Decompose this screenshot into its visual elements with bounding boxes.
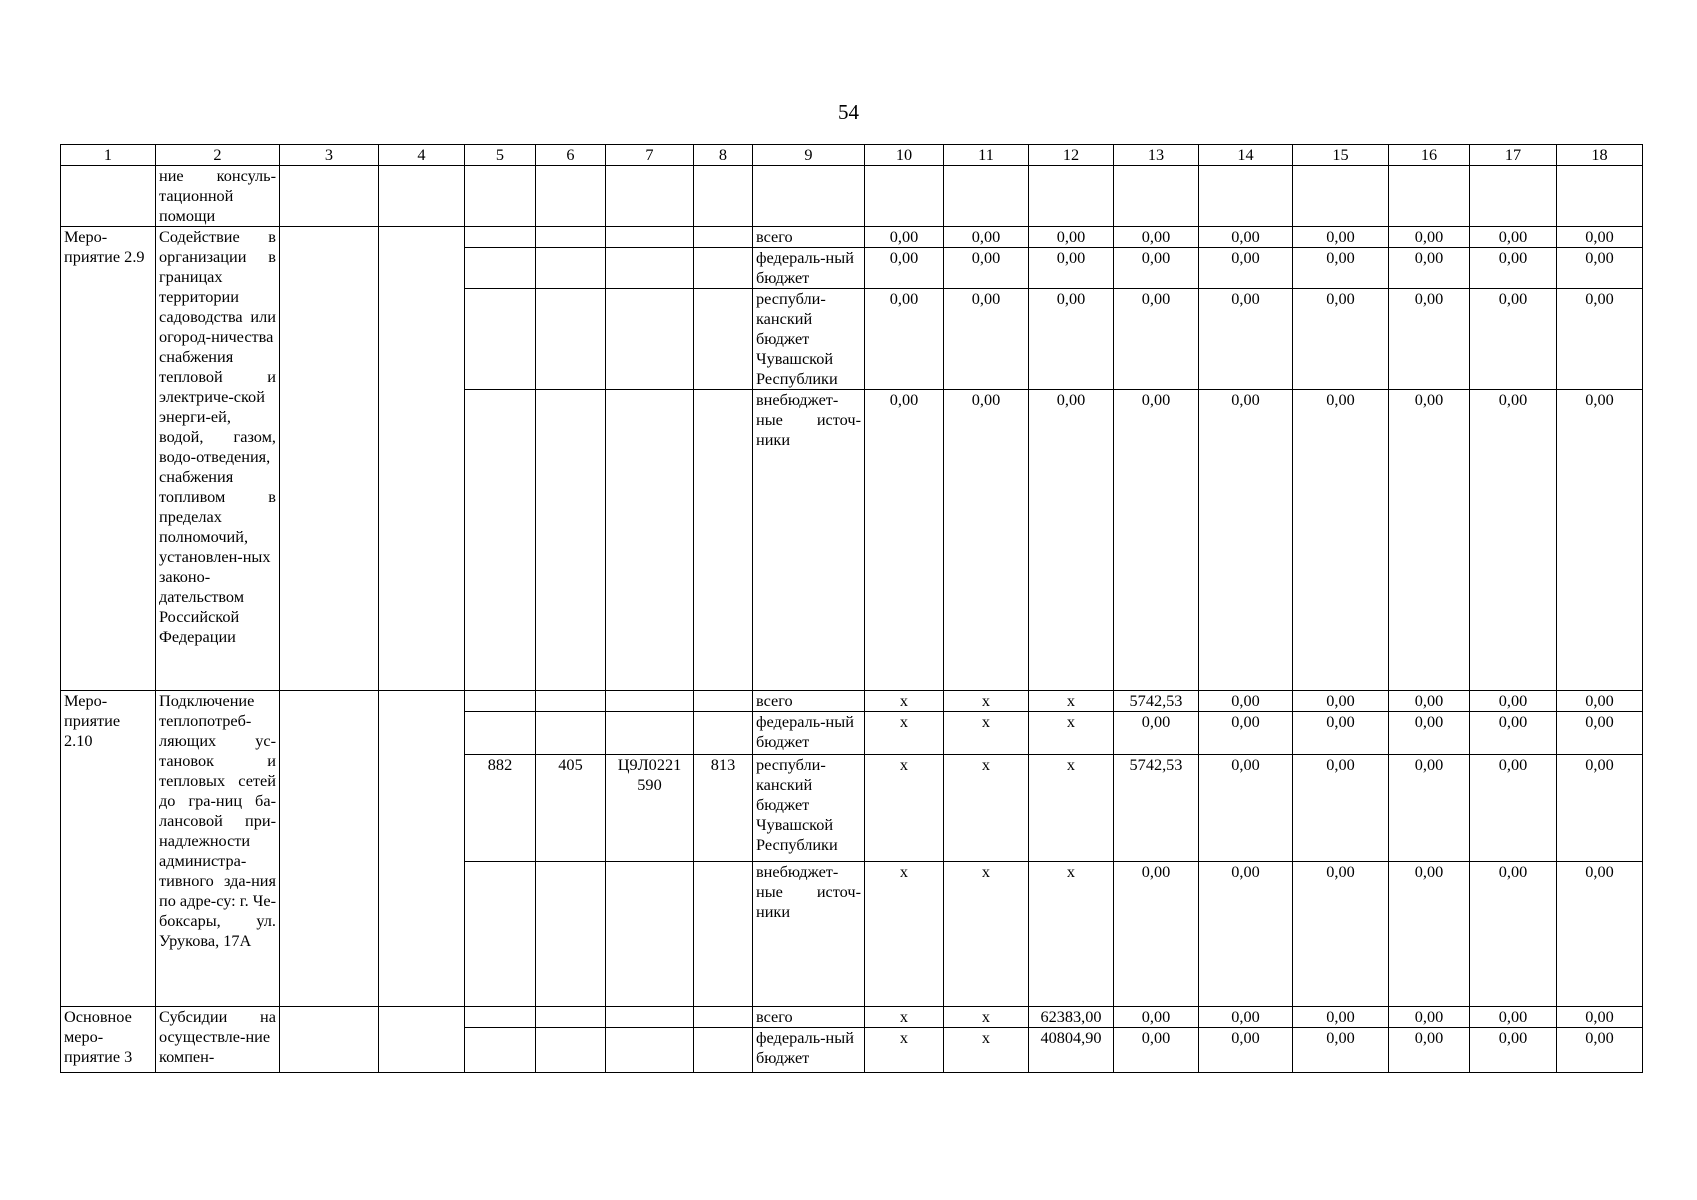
amount-cell: 0,00: [1389, 1007, 1470, 1028]
funding-source-cell: всего: [753, 1007, 865, 1028]
budget-code-cell: [536, 289, 606, 390]
amount-cell: 0,00: [1557, 862, 1643, 1007]
amount-cell: x: [944, 712, 1029, 755]
empty-cell: [944, 166, 1029, 227]
column-header: 8: [694, 145, 753, 166]
column-header: 1: [61, 145, 156, 166]
budget-code-cell: [536, 390, 606, 691]
amount-cell: 0,00: [1470, 862, 1557, 1007]
budget-code-cell: 405: [536, 755, 606, 862]
amount-cell: 0,00: [1389, 691, 1470, 712]
amount-cell: 0,00: [944, 248, 1029, 289]
amount-cell: 0,00: [944, 390, 1029, 691]
budget-code-cell: [536, 227, 606, 248]
amount-cell: 0,00: [1114, 390, 1199, 691]
amount-cell: 0,00: [1389, 390, 1470, 691]
budget-code-cell: [606, 248, 694, 289]
table-row: [61, 227, 1643, 248]
amount-cell: 0,00: [865, 248, 944, 289]
amount-cell: x: [944, 755, 1029, 862]
amount-cell: 0,00: [1114, 1007, 1199, 1028]
amount-cell: 0,00: [865, 390, 944, 691]
column-header: 5: [465, 145, 536, 166]
empty-cell: [280, 1007, 379, 1073]
amount-cell: 0,00: [1199, 1028, 1293, 1073]
budget-code-cell: [606, 227, 694, 248]
amount-cell: x: [1029, 862, 1114, 1007]
table-row: [61, 691, 1643, 712]
amount-cell: 0,00: [865, 289, 944, 390]
empty-cell: [1389, 166, 1470, 227]
amount-cell: 0,00: [1470, 248, 1557, 289]
budget-code-cell: 813: [694, 755, 753, 862]
column-header: 2: [156, 145, 280, 166]
amount-cell: x: [865, 1007, 944, 1028]
amount-cell: x: [865, 755, 944, 862]
amount-cell: x: [944, 1028, 1029, 1073]
budget-code-cell: [465, 390, 536, 691]
amount-cell: 0,00: [1389, 1028, 1470, 1073]
amount-cell: x: [944, 862, 1029, 1007]
amount-cell: 0,00: [1389, 248, 1470, 289]
budget-code-cell: [694, 691, 753, 712]
amount-cell: 0,00: [1114, 712, 1199, 755]
table-row: [61, 1007, 1643, 1028]
funding-source-cell: республи-канский бюджет Чувашской Республики: [753, 755, 865, 862]
column-header: 14: [1199, 145, 1293, 166]
amount-cell: 0,00: [1199, 755, 1293, 862]
empty-cell: [280, 691, 379, 1007]
amount-cell: 0,00: [1470, 289, 1557, 390]
amount-cell: 0,00: [1557, 1028, 1643, 1073]
funding-source-cell: федераль-ный бюджет: [753, 248, 865, 289]
amount-cell: 0,00: [1293, 390, 1389, 691]
amount-cell: 0,00: [1389, 755, 1470, 862]
funding-source-cell: федераль-ный бюджет: [753, 1028, 865, 1073]
column-header: 16: [1389, 145, 1470, 166]
event-name-cell: Основное меро-приятие 3: [61, 1007, 156, 1073]
empty-cell: [753, 166, 865, 227]
column-header: 15: [1293, 145, 1389, 166]
column-header: 4: [379, 145, 465, 166]
amount-cell: x: [1029, 755, 1114, 862]
amount-cell: 0,00: [1114, 227, 1199, 248]
amount-cell: 5742,53: [1114, 755, 1199, 862]
funding-source-cell: внебюджет-ные источ-ники: [753, 862, 865, 1007]
budget-code-cell: [694, 1028, 753, 1073]
event-title-cell: Подключение теплопотреб-ляющих ус-тановок и тепловых сетей до гра-ниц ба-лансовой при-надлежности администра-тивного зда-ния по адре-су: г. Че-боксары, ул. Урукова, 17А: [156, 691, 280, 1007]
event-title-cell: ние консуль-тационной помощи: [156, 166, 280, 227]
amount-cell: 40804,90: [1029, 1028, 1114, 1073]
amount-cell: x: [944, 1007, 1029, 1028]
budget-code-cell: [465, 1028, 536, 1073]
amount-cell: 0,00: [1470, 691, 1557, 712]
amount-cell: 0,00: [1293, 1028, 1389, 1073]
amount-cell: x: [865, 691, 944, 712]
budget-code-cell: [465, 1007, 536, 1028]
budget-code-cell: [465, 862, 536, 1007]
empty-cell: [1557, 166, 1643, 227]
funding-source-cell: республи-канский бюджет Чувашской Республики: [753, 289, 865, 390]
column-header: 3: [280, 145, 379, 166]
amount-cell: 0,00: [1389, 227, 1470, 248]
amount-cell: x: [1029, 691, 1114, 712]
amount-cell: x: [944, 691, 1029, 712]
empty-cell: [379, 166, 465, 227]
amount-cell: 0,00: [1114, 289, 1199, 390]
empty-cell: [1029, 166, 1114, 227]
budget-code-cell: [694, 862, 753, 1007]
amount-cell: 0,00: [1293, 755, 1389, 862]
amount-cell: 0,00: [1029, 289, 1114, 390]
amount-cell: 0,00: [1389, 712, 1470, 755]
amount-cell: 0,00: [1199, 1007, 1293, 1028]
column-header: 12: [1029, 145, 1114, 166]
empty-cell: [379, 691, 465, 1007]
amount-cell: 0,00: [1199, 289, 1293, 390]
funding-source-cell: всего: [753, 691, 865, 712]
amount-cell: 0,00: [1114, 248, 1199, 289]
budget-code-cell: [694, 712, 753, 755]
budget-code-cell: [694, 248, 753, 289]
amount-cell: x: [865, 712, 944, 755]
amount-cell: x: [1029, 712, 1114, 755]
amount-cell: x: [865, 1028, 944, 1073]
empty-cell: [865, 166, 944, 227]
budget-code-cell: [606, 862, 694, 1007]
amount-cell: 0,00: [944, 227, 1029, 248]
budget-code-cell: [606, 712, 694, 755]
amount-cell: 0,00: [1029, 248, 1114, 289]
amount-cell: 5742,53: [1114, 691, 1199, 712]
amount-cell: 0,00: [1029, 227, 1114, 248]
amount-cell: 0,00: [1293, 862, 1389, 1007]
column-header: 13: [1114, 145, 1199, 166]
budget-code-cell: [694, 1007, 753, 1028]
event-name-cell: Меро-приятие 2.10: [61, 691, 156, 1007]
empty-cell: [606, 166, 694, 227]
event-name-cell: Меро-приятие 2.9: [61, 227, 156, 691]
page-number: 54: [838, 100, 859, 124]
funding-source-cell: федераль-ный бюджет: [753, 712, 865, 755]
empty-cell: [1470, 166, 1557, 227]
budget-code-cell: [694, 227, 753, 248]
empty-cell: [465, 166, 536, 227]
budget-code-cell: [465, 691, 536, 712]
budget-code-cell: [465, 227, 536, 248]
column-header: 6: [536, 145, 606, 166]
amount-cell: 0,00: [1557, 289, 1643, 390]
budget-code-cell: [606, 390, 694, 691]
amount-cell: 0,00: [1470, 390, 1557, 691]
budget-code-cell: [536, 691, 606, 712]
amount-cell: 0,00: [1470, 227, 1557, 248]
event-title-cell: Содействие в организации в границах территории садоводства или огород-ничества снабжения тепловой и электриче-ской энерги-ей, водой, газом, водо-отведения, снабжения топливом в пределах полномочий, установлен-ных законо-дательством Российской Федерации: [156, 227, 280, 691]
budget-code-cell: [694, 390, 753, 691]
budget-code-cell: [465, 289, 536, 390]
amount-cell: 0,00: [1114, 862, 1199, 1007]
column-header: 10: [865, 145, 944, 166]
budget-code-cell: [536, 1028, 606, 1073]
amount-cell: 0,00: [1557, 1007, 1643, 1028]
empty-cell: [379, 1007, 465, 1073]
event-name-cell: [61, 166, 156, 227]
amount-cell: 0,00: [1199, 390, 1293, 691]
amount-cell: 0,00: [944, 289, 1029, 390]
amount-cell: x: [865, 862, 944, 1007]
empty-cell: [1293, 166, 1389, 227]
empty-cell: [280, 227, 379, 691]
amount-cell: 0,00: [1293, 1007, 1389, 1028]
amount-cell: 0,00: [1470, 755, 1557, 862]
column-header: 11: [944, 145, 1029, 166]
amount-cell: 0,00: [1293, 227, 1389, 248]
amount-cell: 0,00: [1293, 691, 1389, 712]
column-header: 17: [1470, 145, 1557, 166]
continuation-row: [61, 166, 1643, 227]
amount-cell: 0,00: [1293, 248, 1389, 289]
budget-code-cell: Ц9Л0221 590: [606, 755, 694, 862]
budget-code-cell: [694, 289, 753, 390]
budget-code-cell: [606, 1028, 694, 1073]
amount-cell: 0,00: [1029, 390, 1114, 691]
amount-cell: 0,00: [1470, 712, 1557, 755]
column-number-row: [61, 145, 1643, 166]
amount-cell: 0,00: [1199, 691, 1293, 712]
funding-source-cell: всего: [753, 227, 865, 248]
amount-cell: 0,00: [1470, 1028, 1557, 1073]
budget-code-cell: [465, 248, 536, 289]
funding-source-cell: внебюджет-ные источ-ники: [753, 390, 865, 691]
empty-cell: [379, 227, 465, 691]
budget-code-cell: [606, 691, 694, 712]
budget-code-cell: [606, 289, 694, 390]
empty-cell: [1199, 166, 1293, 227]
amount-cell: 62383,00: [1029, 1007, 1114, 1028]
budget-code-cell: [536, 1007, 606, 1028]
amount-cell: 0,00: [1557, 390, 1643, 691]
budget-code-cell: [536, 862, 606, 1007]
budget-code-cell: [536, 712, 606, 755]
column-header: 9: [753, 145, 865, 166]
amount-cell: 0,00: [1389, 289, 1470, 390]
amount-cell: 0,00: [865, 227, 944, 248]
budget-code-cell: 882: [465, 755, 536, 862]
amount-cell: 0,00: [1389, 862, 1470, 1007]
amount-cell: 0,00: [1199, 227, 1293, 248]
budget-table: [60, 144, 1643, 1073]
column-header: 18: [1557, 145, 1643, 166]
budget-code-cell: [465, 712, 536, 755]
empty-cell: [1114, 166, 1199, 227]
amount-cell: 0,00: [1470, 1007, 1557, 1028]
amount-cell: 0,00: [1557, 755, 1643, 862]
amount-cell: 0,00: [1557, 712, 1643, 755]
empty-cell: [694, 166, 753, 227]
amount-cell: 0,00: [1199, 712, 1293, 755]
amount-cell: 0,00: [1293, 289, 1389, 390]
empty-cell: [280, 166, 379, 227]
amount-cell: 0,00: [1114, 1028, 1199, 1073]
budget-code-cell: [536, 248, 606, 289]
amount-cell: 0,00: [1557, 248, 1643, 289]
amount-cell: 0,00: [1557, 227, 1643, 248]
amount-cell: 0,00: [1199, 248, 1293, 289]
column-header: 7: [606, 145, 694, 166]
empty-cell: [536, 166, 606, 227]
budget-code-cell: [606, 1007, 694, 1028]
amount-cell: 0,00: [1199, 862, 1293, 1007]
amount-cell: 0,00: [1557, 691, 1643, 712]
event-title-cell: Субсидии на осуществле-ние компен-: [156, 1007, 280, 1073]
amount-cell: 0,00: [1293, 712, 1389, 755]
